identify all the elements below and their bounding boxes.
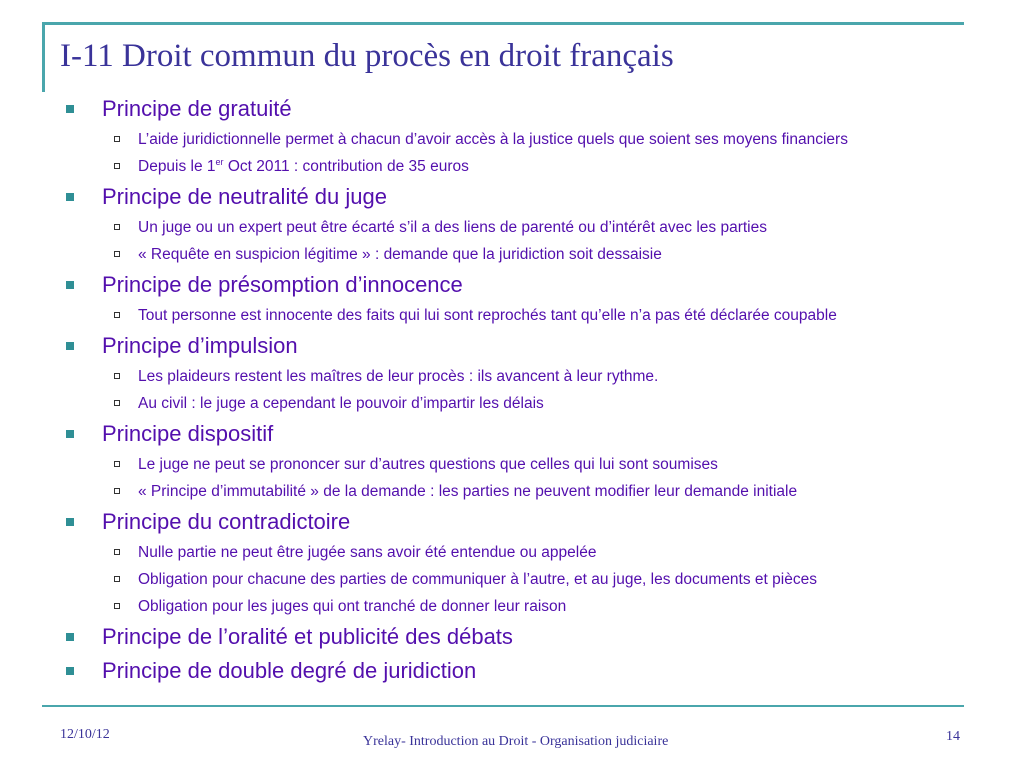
sub-item: [0, 593, 1024, 620]
principle-label: Principe d’impulsion: [102, 333, 298, 358]
principle-label: Principe de double degré de juridiction: [102, 658, 477, 683]
principle-label: Principe de gratuité: [102, 96, 292, 121]
slide-title: I-11 Droit commun du procès en droit français: [60, 38, 674, 74]
principle-item: [0, 268, 1024, 302]
sub-item-text: « Principe d’immutabilité » de la demande : les parties ne peuvent modifier leur demande initiale: [138, 483, 798, 500]
ordinal-superscript: er: [215, 157, 224, 167]
principle-label: Principe de présomption d’innocence: [102, 272, 463, 297]
principle-label: Principe du contradictoire: [102, 509, 351, 534]
sub-item-text: Au civil : le juge a cependant le pouvoir d’impartir les délais: [138, 395, 544, 412]
sub-item: [0, 539, 1024, 566]
sub-item-text-part: Oct 2011 : contribution de 35 euros: [223, 158, 469, 175]
square-bullet-icon: [66, 193, 74, 201]
hollow-square-bullet-icon: [114, 461, 120, 467]
square-bullet-icon: [66, 667, 74, 675]
sub-item-text: Le juge ne peut se prononcer sur d’autres questions que celles qui lui sont soumises: [138, 456, 718, 473]
principle-item: [0, 92, 1024, 126]
sub-item-text: Obligation pour chacune des parties de communiquer à l’autre, et au juge, les documents et pièces: [138, 571, 817, 588]
square-bullet-icon: [66, 105, 74, 113]
sub-item: [0, 214, 1024, 241]
bullet-list: [0, 92, 1024, 688]
principle-item: [0, 329, 1024, 363]
sub-item-text: [138, 153, 469, 180]
sub-item-text: Tout personne est innocente des faits qui lui sont reprochés tant qu’elle n’a pas été déclarée coupable: [138, 307, 837, 324]
sub-item-text: Obligation pour les juges qui ont tranché de donner leur raison: [138, 598, 567, 615]
sub-item-text: Nulle partie ne peut être jugée sans avoir été entendue ou appelée: [138, 544, 597, 561]
hollow-square-bullet-icon: [114, 312, 120, 318]
sub-item: [0, 390, 1024, 417]
hollow-square-bullet-icon: [114, 373, 120, 379]
sub-item: [0, 566, 1024, 593]
principle-item: [0, 505, 1024, 539]
sub-item: [0, 451, 1024, 478]
principle-label: Principe dispositif: [102, 421, 274, 446]
sub-item-text-part: Depuis le 1: [138, 158, 216, 175]
sub-item: [0, 153, 1024, 180]
square-bullet-icon: [66, 518, 74, 526]
frame-top-line: [42, 22, 964, 25]
frame-bottom-line: [42, 705, 964, 707]
sub-item: [0, 126, 1024, 153]
hollow-square-bullet-icon: [114, 224, 120, 230]
footer-date: 12/10/12: [60, 727, 110, 742]
hollow-square-bullet-icon: [114, 400, 120, 406]
hollow-square-bullet-icon: [114, 576, 120, 582]
footer-page-number: 14: [946, 729, 960, 744]
hollow-square-bullet-icon: [114, 549, 120, 555]
square-bullet-icon: [66, 342, 74, 350]
sub-item-text: « Requête en suspicion légitime » : demande que la juridiction soit dessaisie: [138, 246, 662, 263]
principle-item: [0, 620, 1024, 654]
hollow-square-bullet-icon: [114, 603, 120, 609]
sub-item: [0, 363, 1024, 390]
sub-item-text: Les plaideurs restent les maîtres de leur procès : ils avancent à leur rythme.: [138, 368, 659, 385]
principle-item: [0, 180, 1024, 214]
hollow-square-bullet-icon: [114, 251, 120, 257]
hollow-square-bullet-icon: [114, 136, 120, 142]
frame-left-line: [42, 22, 45, 92]
hollow-square-bullet-icon: [114, 488, 120, 494]
square-bullet-icon: [66, 430, 74, 438]
square-bullet-icon: [66, 281, 74, 289]
hollow-square-bullet-icon: [114, 163, 120, 169]
principle-item: [0, 417, 1024, 451]
square-bullet-icon: [66, 633, 74, 641]
footer-caption: Yrelay- Introduction au Droit - Organisation judiciaire: [363, 734, 669, 749]
sub-item: [0, 478, 1024, 505]
sub-item: [0, 302, 1024, 329]
sub-item-text: Un juge ou un expert peut être écarté s’il a des liens de parenté ou d’intérêt avec les parties: [138, 219, 767, 236]
principle-label: Principe de neutralité du juge: [102, 184, 387, 209]
principle-label: Principe de l’oralité et publicité des débats: [102, 624, 513, 649]
sub-item: [0, 241, 1024, 268]
sub-item-text: L’aide juridictionnelle permet à chacun d’avoir accès à la justice quels que soient ses moyens financiers: [138, 131, 848, 148]
principle-item: [0, 654, 1024, 688]
